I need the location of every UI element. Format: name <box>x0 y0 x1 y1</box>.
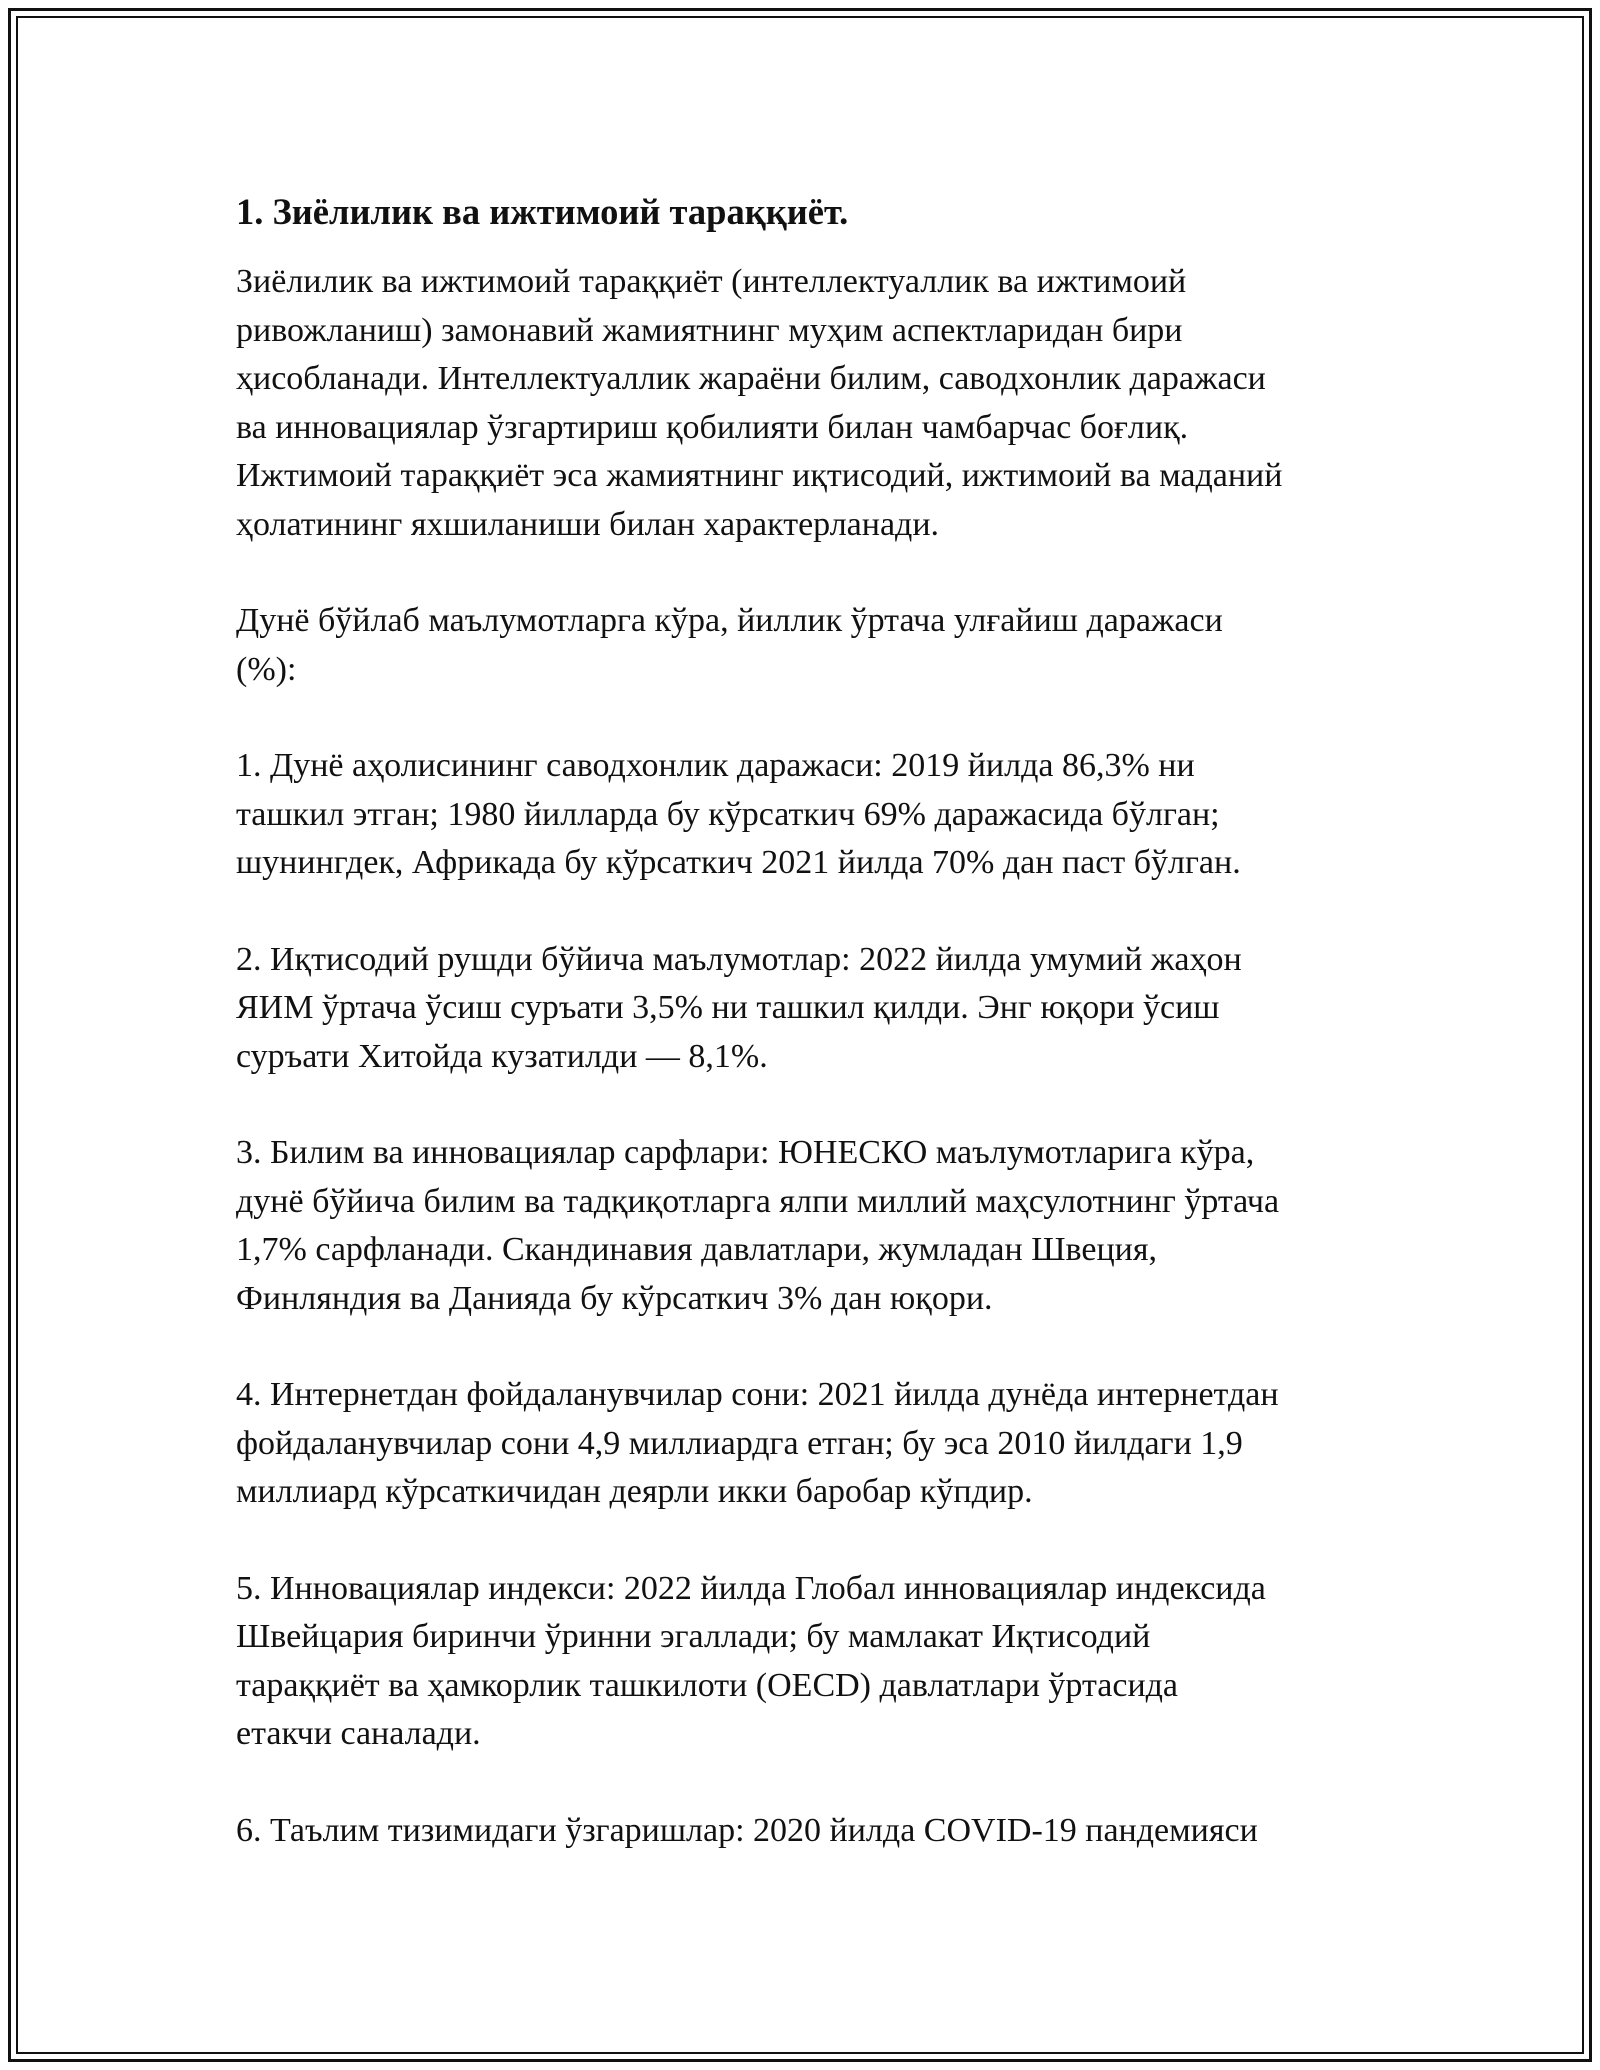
document-body <box>236 188 1376 1855</box>
paragraph-gap <box>236 549 1376 597</box>
list-item-internet-users: 4. Интернетдан фойдаланувчилар сони: 2021 йилда дунёда интернетдан фойдаланувчилар сони 4,9 миллиардга етган; бу эса 2010 йилдаги 1,9 миллиард кўрсаткичидан деярли икки баробар кўпдир. <box>236 1376 1279 1510</box>
list-item-innovation-index: 5. Инновациялар индекси: 2022 йилда Глобал инновациялар индексида Швейцария биринчи ўринни эгаллади; бу мамлакат Иқтисодий тараққиёт ва ҳамкорлик ташкилоти (OECD) давлатлари ўртасида етакчи саналади. <box>236 1569 1266 1752</box>
list-item-economic-growth: 2. Иқтисодий рушди бўйича маълумотлар: 2022 йилда умумий жаҳон ЯИМ ўртача ўсиш суръати 3,5% ни ташкил қилди. Энг юқори ўсиш суръати Хитойда кузатилди — 8,1%. <box>236 940 1242 1075</box>
paragraph-gap <box>236 1081 1376 1129</box>
lead-paragraph: Дунё бўйлаб маълумотларга кўра, йиллик ўртача улғайиш даражаси (%): <box>236 602 1223 688</box>
paragraph-gap <box>236 1517 1376 1565</box>
paragraph-gap <box>236 888 1376 936</box>
section-title: 1. Зиёлилик ва ижтимоий тараққиёт. <box>236 191 849 232</box>
paragraph-gap <box>236 694 1376 742</box>
paragraph-gap <box>236 1759 1376 1807</box>
intro-paragraph: Зиёлилик ва ижтимоий тараққиёт (интеллектуаллик ва ижтимоий ривожланиш) замонавий жамиятнинг муҳим аспектларидан бири ҳисобланади. Интеллектуаллик жараёни билим, саводхонлик даражаси ва инновациялар ўзгартириш қобилияти билан чамбарчас боғлиқ. Ижтимоий тараққиёт эса жамиятнинг иқтисодий, ижтимоий ва маданий ҳолатининг яхшиланиши билан характерланади. <box>236 263 1283 543</box>
list-item-literacy: 1. Дунё аҳолисининг саводхонлик даражаси: 2019 йилда 86,3% ни ташкил этган; 1980 йилларда бу кўрсаткич 69% даражасида бўлган; шунингдек, Африкада бу кўрсаткич 2021 йилда 70% дан паст бўлган. <box>236 747 1241 881</box>
list-item-education-spending: 3. Билим ва инновациялар сарфлари: ЮНЕСКО маълумотларига кўра, дунё бўйича билим ва тадқиқотларга ялпи миллий маҳсулотнинг ўртача 1,7% сарфланади. Скандинавия давлатлари, жумладан Швеция, Финляндия ва Данияда бу кўрсаткич 3% дан юқори. <box>236 1134 1280 1317</box>
paragraph-gap <box>236 1323 1376 1371</box>
list-item-education-changes: 6. Таълим тизимидаги ўзгаришлар: 2020 йилда COVID-19 пандемияси <box>236 1811 1258 1849</box>
